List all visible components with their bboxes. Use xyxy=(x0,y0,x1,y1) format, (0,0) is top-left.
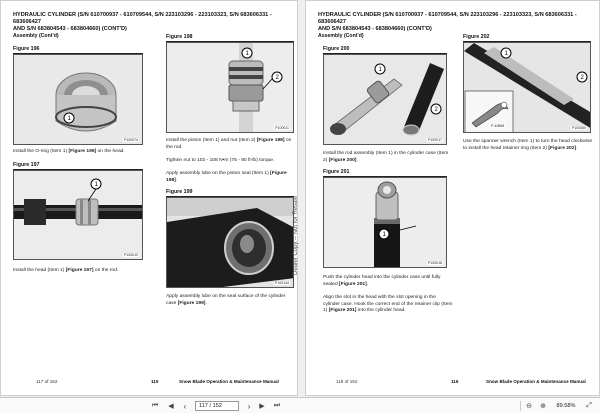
svg-text:1: 1 xyxy=(378,67,382,73)
footer-page-number: 115 xyxy=(151,379,159,384)
figure-199-label: Figure 199 xyxy=(166,189,193,195)
figure-201-image xyxy=(323,177,447,268)
footer-page-count: 117 of 152 xyxy=(36,379,58,384)
svg-text:1: 1 xyxy=(67,116,71,122)
figure-202-caption: Use the spanner wrench (Item 1) to turn the head clockwise to install the head retainer ring (Item 2) [Figure 202]. xyxy=(463,139,593,151)
figure-code: P100144 xyxy=(274,281,289,285)
figure-202-image xyxy=(463,42,591,133)
figure-196-image xyxy=(13,54,143,145)
figure-197-caption: Install the head (Item 1) [Figure 197] on the rod. xyxy=(13,268,119,273)
viewer-toolbar xyxy=(0,397,600,413)
svg-text:2: 2 xyxy=(580,75,584,81)
zoom-level[interactable]: 89.58% xyxy=(556,403,576,409)
figure-198-caption: Install the piston (Item 1) and nut (Item 2) [Figure 198] on the rod. xyxy=(166,138,292,150)
figure-201-text-2: Align the slot in the head with the slot opening in the cylinder case. Hook the correct end of the retainer clip (Item 1) [Figure 201] into the cylinder head. xyxy=(323,295,453,314)
section-subtitle: Assembly (Cont'd) xyxy=(318,33,364,39)
svg-text:1: 1 xyxy=(382,232,386,238)
last-page-icon[interactable]: ⏭ xyxy=(273,402,281,409)
figure-202-label: Figure 202 xyxy=(463,34,490,40)
inset-code: P-40869 xyxy=(491,124,505,128)
figure-196-label: Figure 196 xyxy=(13,46,40,52)
footer-page-count: 118 of 152 xyxy=(336,379,358,384)
header-line-2: AND S/N 683804543 - 683804660) (CONT'D) xyxy=(318,26,432,32)
figure-201-label: Figure 201 xyxy=(323,169,350,175)
prev-page-icon[interactable]: ◀ xyxy=(168,403,174,410)
first-page-icon[interactable]: ⏮ xyxy=(151,402,159,409)
svg-text:1: 1 xyxy=(94,182,98,188)
next-page-button[interactable]: ▶ xyxy=(259,403,265,410)
figure-197-label: Figure 197 xyxy=(13,162,40,168)
figure-200-caption: Install the rod assembly (Item 1) in the cylinder case (Item 2) [Figure 200]. xyxy=(323,151,449,163)
zoom-in-icon[interactable]: ⊕ xyxy=(540,403,546,410)
figure-200-image xyxy=(323,54,447,145)
page-header xyxy=(13,12,295,33)
right-page xyxy=(305,0,600,396)
figure-code: P100060 xyxy=(571,126,586,130)
prev-page-button[interactable]: ‹ xyxy=(183,401,187,411)
page-header xyxy=(318,12,598,33)
svg-text:1: 1 xyxy=(245,51,249,57)
figure-198-label: Figure 198 xyxy=(166,34,193,40)
figure-199-caption: Apply assembly lube on the seal surface of the cylinder case [Figure 199]. xyxy=(166,294,286,306)
next-page-icon[interactable]: › xyxy=(247,401,251,411)
figure-198-image xyxy=(166,42,294,133)
section-subtitle: Assembly (Cont'd) xyxy=(13,33,59,39)
figure-199-image xyxy=(166,197,294,288)
figure-code: P100011 xyxy=(275,126,289,130)
svg-text:2: 2 xyxy=(434,107,438,113)
footer-manual-title: Snow Blade Operation & Maintenance Manual xyxy=(179,379,279,384)
watermark: Dealer Copy -- Not for Resale xyxy=(293,195,299,275)
figure-200-label: Figure 200 xyxy=(323,46,350,52)
footer-page-number: 116 xyxy=(451,379,459,384)
page-number-input[interactable]: 117 / 152 xyxy=(195,401,239,411)
figure-code: P100010 xyxy=(123,253,138,257)
footer-manual-title: Snow Blade Operation & Maintenance Manual xyxy=(486,379,586,384)
figure-code: P100074 xyxy=(123,138,138,142)
figure-201-text-1: Push the cylinder head into the cylinder case until fully seated [Figure 201]. xyxy=(323,275,441,287)
divider xyxy=(520,401,521,411)
figure-197-image xyxy=(13,170,143,260)
header-line-2: AND S/N 683804543 - 683804660) (CONT'D) xyxy=(13,26,127,32)
torque-instruction: Tighten nut to 102 - 108 N•m (75 - 80 ft-lb) torque. xyxy=(166,158,275,163)
header-line-1: HYDRAULIC CYLINDER (S/N 610700937 - 610709544, S/N 223103296 - 223103323, S/N 683606331 - 683606427 xyxy=(13,12,272,25)
figure-196-caption: Install the O-ring (Item 1) [Figure 196] on the head. xyxy=(13,149,125,154)
left-page xyxy=(0,0,298,396)
header-line-1: HYDRAULIC CYLINDER (S/N 610700937 - 610709544, S/N 223103296 - 223103323, S/N 683606331 - 683606427 xyxy=(318,12,577,25)
svg-text:1: 1 xyxy=(504,51,508,57)
fit-page-icon[interactable]: ⤢ xyxy=(586,402,592,409)
svg-text:2: 2 xyxy=(275,75,279,81)
figure-code: P100017 xyxy=(427,138,442,142)
zoom-out-icon[interactable]: ⊖ xyxy=(526,403,532,410)
figure-code: P100018 xyxy=(427,261,442,265)
piston-seal-instruction: Apply assembly lube on the piston seal (Item 1) [Figure 198]. xyxy=(166,171,287,183)
